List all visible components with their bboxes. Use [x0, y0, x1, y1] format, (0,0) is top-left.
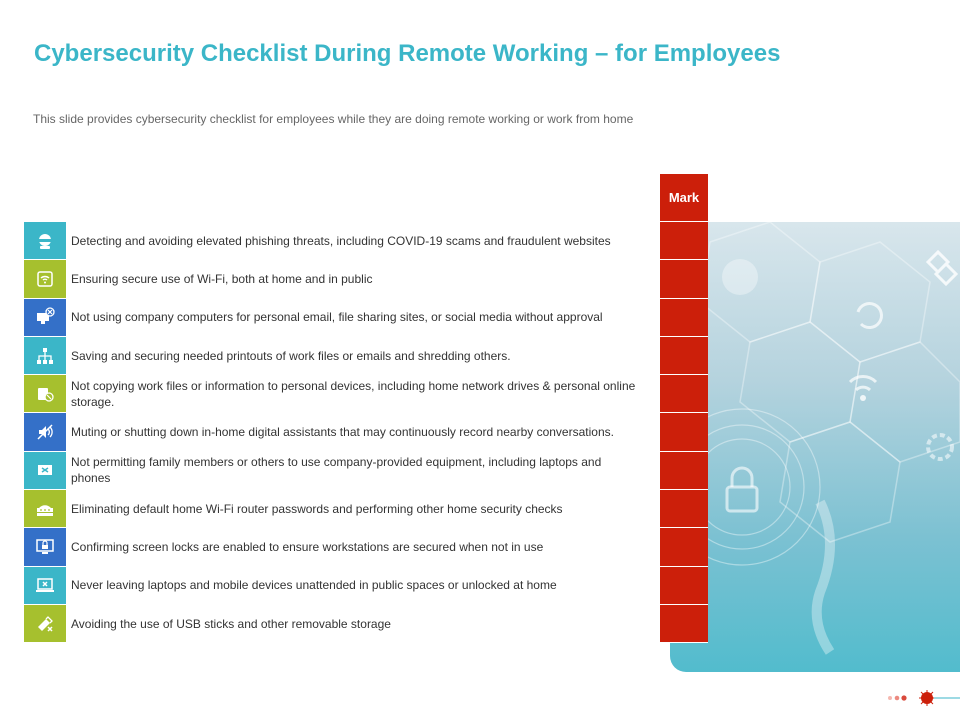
checklist-item-text: Eliminating default home Wi-Fi router passwords and performing other home security checks: [71, 501, 563, 516]
network-icon: [24, 337, 66, 374]
checklist-item: [24, 528, 636, 566]
mark-checkbox[interactable]: [660, 337, 708, 375]
checklist-item: [24, 452, 636, 490]
screen-lock-icon: [24, 528, 66, 565]
checklist-item-text: Detecting and avoiding elevated phishing threats, including COVID-19 scams and fraudulent websites: [71, 233, 611, 248]
mute-icon: [24, 413, 66, 450]
no-device-icon: [24, 452, 66, 489]
usb-blocked-icon: [24, 605, 66, 642]
mark-header: Mark: [660, 174, 708, 222]
checklist-item: [24, 299, 636, 337]
hacker-icon: [24, 222, 66, 259]
checklist-item-text: Not copying work files or information to personal devices, including home network drives & personal online storage.: [71, 378, 636, 409]
mark-checkbox[interactable]: [660, 567, 708, 605]
blocked-computer-icon: [24, 299, 66, 336]
mark-checkbox[interactable]: [660, 375, 708, 413]
checklist-item-text: Never leaving laptops and mobile devices unattended in public spaces or unlocked at home: [71, 578, 557, 593]
checklist-item-text: Not using company computers for personal email, file sharing sites, or social media without approval: [71, 310, 603, 325]
checklist-item: [24, 567, 636, 605]
checklist-item: [24, 605, 636, 643]
mark-checkbox[interactable]: [660, 605, 708, 643]
mark-column: [660, 174, 708, 643]
page-subtitle: This slide provides cybersecurity checklist for employees while they are doing remote working or work from home: [33, 112, 634, 126]
mark-checkbox[interactable]: [660, 260, 708, 298]
checklist-item: [24, 490, 636, 528]
laptop-blocked-icon: [24, 567, 66, 604]
checklist-item-text: Ensuring secure use of Wi-Fi, both at home and in public: [71, 271, 373, 286]
mark-checkbox[interactable]: [660, 452, 708, 490]
checklist-item: [24, 222, 636, 260]
mark-checkbox[interactable]: [660, 413, 708, 451]
page-title: Cybersecurity Checklist During Remote Working – for Employees: [34, 40, 781, 67]
checklist-item: [24, 375, 636, 413]
checklist-item: [24, 260, 636, 298]
mark-checkbox[interactable]: [660, 490, 708, 528]
router-icon: [24, 490, 66, 527]
checklist-item-text: Confirming screen locks are enabled to ensure workstations are secured when not in use: [71, 540, 544, 555]
checklist-item-text: Saving and securing needed printouts of work files or emails and shredding others.: [71, 348, 511, 363]
no-copy-icon: [24, 375, 66, 412]
checklist-item-text: Muting or shutting down in-home digital assistants that may continuously record nearby conversations.: [71, 425, 614, 440]
security-hero-image: [670, 222, 960, 672]
checklist-item: [24, 413, 636, 451]
checklist-item-text: Avoiding the use of USB sticks and other removable storage: [71, 616, 391, 631]
checklist-item: [24, 337, 636, 375]
mark-checkbox[interactable]: [660, 222, 708, 260]
slide-decoration: [886, 690, 960, 706]
checklist: [24, 222, 636, 643]
checklist-item-text: Not permitting family members or others to use company-provided equipment, including laptops and phones: [71, 455, 602, 486]
wifi-warning-icon: [24, 260, 66, 297]
mark-checkbox[interactable]: [660, 299, 708, 337]
mark-checkbox[interactable]: [660, 528, 708, 566]
